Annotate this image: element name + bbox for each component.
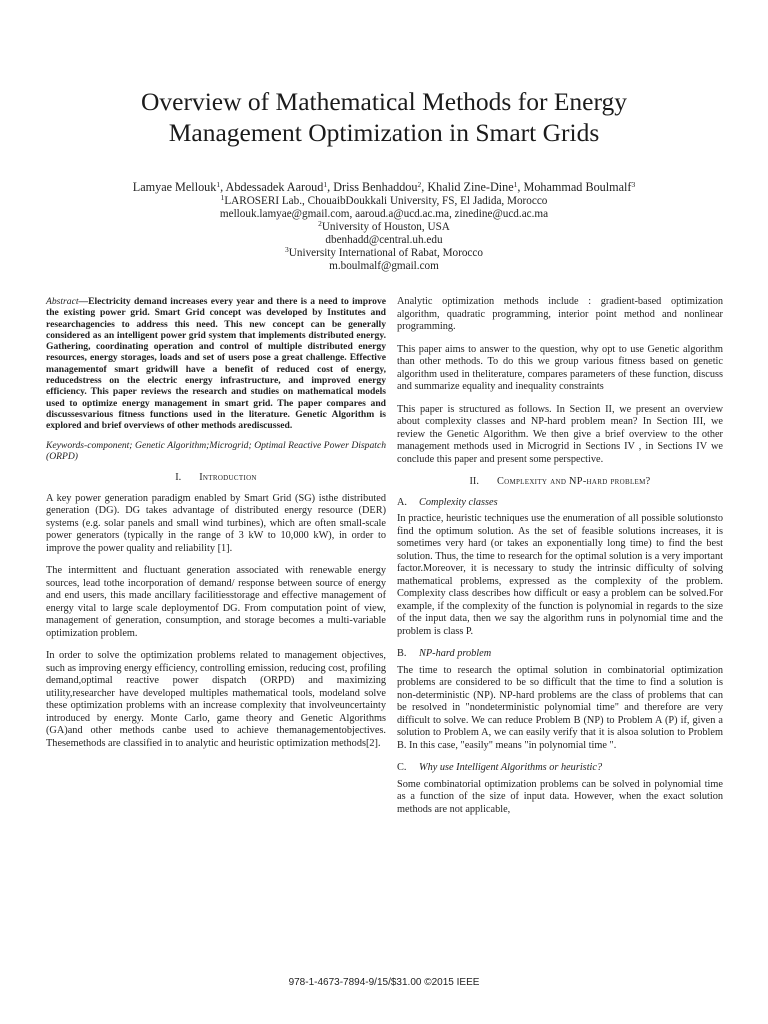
author-sup: 3	[631, 180, 636, 189]
copyright-footer: 978-1-4673-7894-9/15/$31.00 ©2015 IEEE	[288, 977, 480, 988]
title-line-1: Overview of Mathematical Methods for Energy	[140, 87, 627, 116]
subsection-title: NP-hard problem	[419, 648, 492, 659]
author-name: Abdessadek Aaroud	[225, 180, 324, 194]
paragraph: In order to solve the optimization problems related to management objectives, such as improving energy efficiency, controlling emission, reducing cost, profiling demand,optimal reactive power dispatch (ORPD) and maximizing utility,researcher have developed multiples mathematical tools, modeland solve these optimization problems with an increase complexity that involveuncertainty introduced by energy. Monte Carlo, game theory and Genetic Algorithms (GA)and other methods canbe used to achieve themanagementobjectives. Thesemethods are classified in to analytic and heuristic optimization methods[2].	[46, 650, 386, 749]
affiliation-sup: 2	[318, 218, 322, 228]
affiliation-2	[40, 218, 728, 234]
author-name: Lamyae Mellouk	[132, 180, 217, 194]
author-name: Mohammad Boulmalf	[523, 180, 632, 194]
section-title: Introduction	[199, 472, 257, 484]
author-name: Khalid Zine-Dine	[427, 180, 514, 194]
author-sup: 1	[216, 180, 221, 189]
author-block	[40, 180, 728, 272]
affiliation-3	[40, 244, 728, 260]
paper-title	[40, 86, 728, 148]
right-column	[397, 296, 723, 826]
section-title: Complexity and NP-hard problem?	[496, 476, 651, 487]
email-2: dbenhadd@central.uh.edu	[325, 233, 443, 246]
paragraph: This paper aims to answer to the question, why opt to use Genetic algorithm than other methods. To do this we group various fitness based on genetic algorithm used in theliterature, compares parameters of these function, discuss and summarize equality and inequality constraints	[397, 343, 723, 392]
author-sup: 1	[323, 180, 328, 189]
subsection-heading-c	[397, 762, 723, 775]
paragraph: This paper is structured as follows. In Section II, we present an overview about complexity classes and NP-hard problem mean? In Section III, we review the Genetic Algorithm. We then give a brief overview to the other management methods used in Microgrid in Sections IV , in Sections IV we conclude this paper and present some perspective.	[397, 403, 723, 465]
paragraph: In practice, heuristic techniques use the enumeration of all possible solutionsto find the optimum solution. As the set of feasible solutions increases, it is sometimes very hard (or takes an exponentially long time) to find the best solution. Thus, the time to research for the optimal solution is a very important factor.Moreover, it is necessary to study the intrinsic difficulty of solving mathematical problems, expressed as the complexity of the problem. Complexity class describes how difficult or easy a problem can be solved.For example, if the complexity of the function is polynomial in regards to the size of the input data, then we say the algorithm runs in polynomial time and the problem is class P.	[397, 513, 723, 637]
affiliation-text: University of Houston, USA	[321, 220, 450, 233]
subsection-heading-b	[397, 648, 723, 661]
subsection-title: Complexity classes	[419, 496, 498, 508]
email-3: m.boulmalf@gmail.com	[329, 259, 439, 272]
paragraph: The intermittent and fluctuant generation associated with renewable energy sources, lead tothe incorporation of demand/ response between source of energy and end users, this made ancillary facilitiesstorage and effective management of energy vital to large scale deploymentof DG. From computation point of view, management of generation, consumption, and storage becomes a multi-variable optimization problem.	[46, 565, 386, 639]
section-number: I.	[175, 472, 182, 484]
keywords: Keywords-component; Genetic Algorithm;Microgrid; Optimal Reactive Power Dispatch (ORPD)	[46, 439, 386, 462]
author-name: Driss Benhaddou	[333, 180, 418, 194]
affiliation-sup: 1	[220, 193, 225, 202]
affiliation-text: University International of Rabat, Morocco	[288, 246, 483, 259]
author-names: Lamyae Mellouk$^1$, Abdessadek Aaroud$^1$, Driss Benhaddou$^2$, Khalid Zine-Dine$^1$, Mohammad Boulmalf$^3$	[132, 180, 636, 194]
subsection-letter: C.	[397, 762, 407, 773]
affiliation-1	[40, 195, 728, 208]
affiliation-text: LAROSERI Lab., ChouaibDoukkali University, FS, El Jadida, Morocco	[224, 195, 548, 207]
title-line-2: Management Optimization in Smart Grids	[168, 118, 600, 147]
section-heading-complexity	[397, 476, 723, 489]
section-number: II.	[469, 476, 479, 487]
affiliation-sup: 3	[285, 244, 289, 254]
emails-1: mellouk.lamyae@gmail.com, aaroud.a@ucd.ac.ma, zinedine@ucd.ac.ma	[219, 207, 549, 220]
left-column	[46, 296, 386, 760]
subsection-letter: A.	[397, 496, 408, 508]
paragraph: The time to research the optimal solution in combinatorial optimization problems are considered to be so difficult that the time to find a solution is non-deterministic (NP). NP-hard problems are the class of problems that can be resolved in "nondeterministic polynomial time" and therefore are very difficult to solve. We can reduce Problem B (NP) to Problem A (P) if, given a solution to Problem A, we can easily verify that it is alsoa solution to Problem B. In this case, "easily" means "in polynomial time ".	[397, 664, 723, 751]
paragraph: A key power generation paradigm enabled by Smart Grid (SG) isthe distributed generation (DG). DG takes advantage of distributed energy resource (DER) systems (e.g. solar panels and small wind turbines), which are often small-scale power generators (typically in the range of 3 kW to 10,000 kW), in order to improve the power quality and reliability [1].	[46, 492, 386, 554]
paragraph: Some combinatorial optimization problems can be solved in polynomial time as a function of the size of input data. However, when the exact solution methods are not applicable,	[397, 778, 723, 815]
paragraph: Analytic optimization methods include : gradient-based optimization algorithm, quadratic programming, interior point method and nonlinear programming.	[397, 296, 723, 332]
abstract-label: Abstract	[46, 296, 79, 307]
author-sup: 2	[417, 180, 422, 189]
author-sup: 1	[513, 180, 518, 189]
abstract	[46, 296, 386, 432]
abstract-dash: —	[78, 296, 89, 307]
subsection-heading-a	[397, 497, 723, 510]
subsection-title: Why use Intelligent Algorithms or heuristic?	[419, 762, 603, 773]
subsection-letter: B.	[397, 648, 407, 659]
section-heading-introduction	[46, 472, 386, 485]
abstract-text: Electricity demand increases every year and there is a need to improve the existing power grid. Smart Grid concept was developed by Institutes and researchagencies to address this need. This new concept can be generally considered as an intelligent power grid system that implements distributed energy. Gathering, coordinating operation and control of multiple distributed energy resources, energy storages, loads and set of users pose a great challenge. Effective managementof smart gridwill have a benefit of reduced cost of energy, reducedstress on the electric energy infrastructure, and improved energy efficiency. This paper reviews the research and studies on mathematical models used to optimize energy management in smart grid. The paper compares and discussesvarious fitness functions used in the literature. Genetic Algorithm is explored and brief overviews of other methods arediscussed.	[46, 296, 386, 432]
